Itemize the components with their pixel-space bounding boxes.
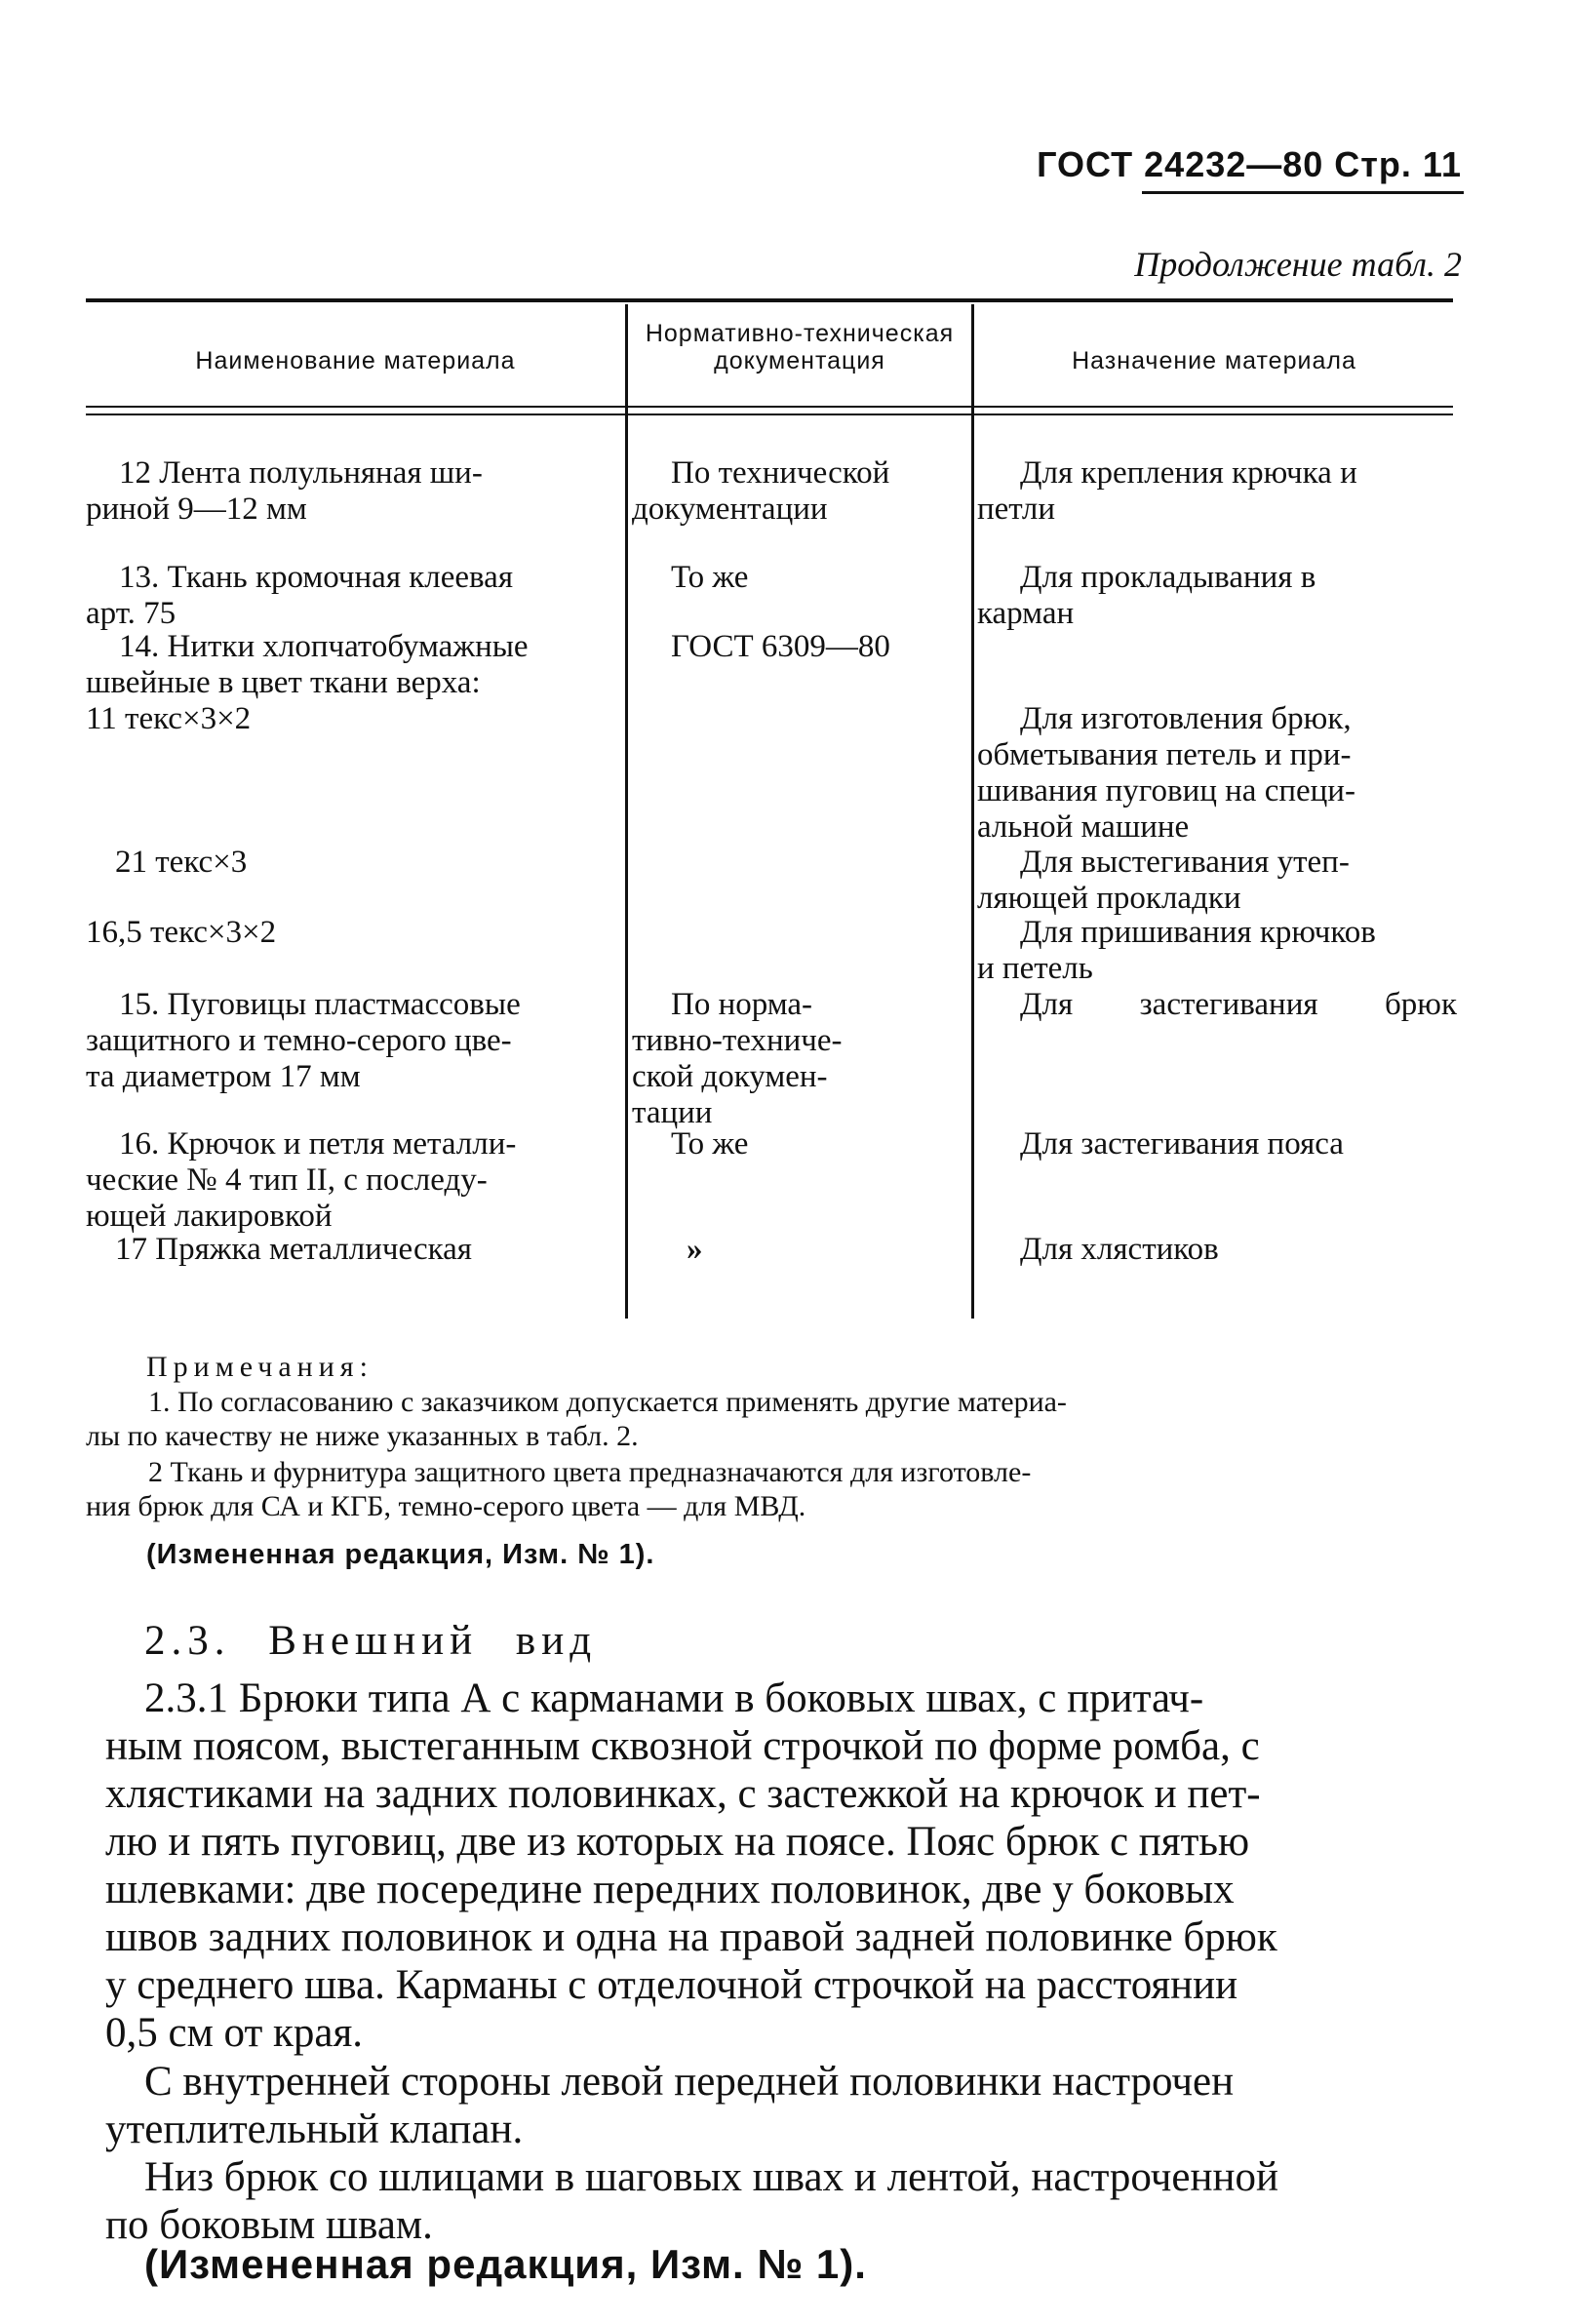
table-row-name: 17 Пряжка металлическая bbox=[115, 1232, 472, 1267]
table-row-purpose: Для застегивания брюк bbox=[1020, 987, 1457, 1022]
section-paragraph: С внутренней стороны левой передней половинки настрочен утеплительный клапан. bbox=[105, 2059, 1235, 2152]
table-header-rule bbox=[86, 406, 1453, 408]
table-row-doc: То же bbox=[671, 1126, 749, 1162]
table-row-purpose: Для застегивания пояса bbox=[1020, 1126, 1344, 1162]
table-row-purpose: Для хлястиков bbox=[1020, 1232, 1219, 1267]
table-row-doc: По норма- тивно-техниче- ской докумен- тации bbox=[632, 987, 843, 1130]
table-row-name: 13. Ткань кромочная клеевая арт. 75 bbox=[86, 560, 514, 631]
notes-title: Примечания: bbox=[146, 1351, 373, 1383]
table-row-name: 12 Лента полульняная ши- риной 9—12 мм bbox=[86, 455, 483, 527]
table-row-purpose: Для прокладывания в карман bbox=[977, 560, 1316, 631]
column-divider-2 bbox=[971, 304, 974, 1319]
note-item: 1. По согласованию с заказчиком допускается применять другие материа- лы по качеству не ниже указанных в табл. 2. bbox=[86, 1386, 1067, 1452]
table-row-purpose: Для изготовления брюк, обметывания петель и при- шивания пуговиц на специ- альной машине bbox=[977, 701, 1355, 845]
table-row-doc: ГОСТ 6309—80 bbox=[671, 629, 890, 664]
table-row-name: 16,5 текс×3×2 bbox=[86, 915, 277, 950]
table-row-name: 14. Нитки хлопчатобумажные швейные в цвет ткани верха: 11 текс×3×2 bbox=[86, 629, 529, 736]
section-heading: 2.3. Внешний вид bbox=[144, 1618, 598, 1664]
column-divider-1 bbox=[625, 304, 628, 1319]
table-top-rule bbox=[86, 298, 1453, 302]
table-row-purpose: Для крепления крючка и петли bbox=[977, 455, 1357, 527]
header-underline bbox=[1142, 191, 1464, 194]
table-row-doc: То же bbox=[671, 560, 749, 595]
section-amendment: (Измененная редакция, Изм. № 1). bbox=[144, 2241, 867, 2287]
section-paragraph: 2.3.1 Брюки типа А с карманами в боковых швах, с притач- ным поясом, выстеганным сквозной строчкой по форме ромба, с хлястиками на задних половинках, с застежкой на крючок и пет- лю и пять пуговиц, две из которых на поясе. Пояс брюк с пятью шлевками: две посередине передних половинок, две у боковых швов задних половинок и одна на правой задней половинке брюк у среднего шва. Карманы с отделочной строчкой на расстоянии 0,5 см от края. bbox=[105, 1675, 1277, 2056]
notes-amendment: (Измененная редакция, Изм. № 1). bbox=[146, 1539, 655, 1570]
table-row-name: 21 текс×3 bbox=[115, 845, 248, 880]
table-row-purpose: Для выстегивания утеп- ляющей прокладки bbox=[977, 845, 1350, 916]
column-header-purpose: Назначение материала bbox=[1072, 347, 1356, 374]
table-row-purpose: Для пришивания крючков и петель bbox=[977, 915, 1376, 986]
document-number: ГОСТ 24232—80 Стр. 11 bbox=[1037, 144, 1462, 184]
table-continuation-label: Продолжение табл. 2 bbox=[1134, 245, 1462, 284]
table-header-rule-double bbox=[86, 414, 1453, 415]
column-header-material-name: Наименование материала bbox=[195, 347, 516, 374]
table-row-doc: » bbox=[687, 1232, 703, 1267]
note-item: 2 Ткань и фурнитура защитного цвета предназначаются для изготовле- ния брюк для СА и КГБ, темно-серого цвета — для МВД. bbox=[86, 1456, 1032, 1522]
table-row-name: 16. Крючок и петля металли- ческие № 4 тип II, с последу- ющей лакировкой bbox=[86, 1126, 517, 1234]
column-header-documentation: Нормативно-техническая документация bbox=[645, 320, 955, 374]
table-row-doc: По технической документации bbox=[632, 455, 890, 527]
section-paragraph: Низ брюк со шлицами в шаговых швах и лентой, настроченной по боковым швам. bbox=[105, 2154, 1279, 2248]
table-row-name: 15. Пуговицы пластмассовые защитного и темно-серого цве- та диаметром 17 мм bbox=[86, 987, 521, 1094]
